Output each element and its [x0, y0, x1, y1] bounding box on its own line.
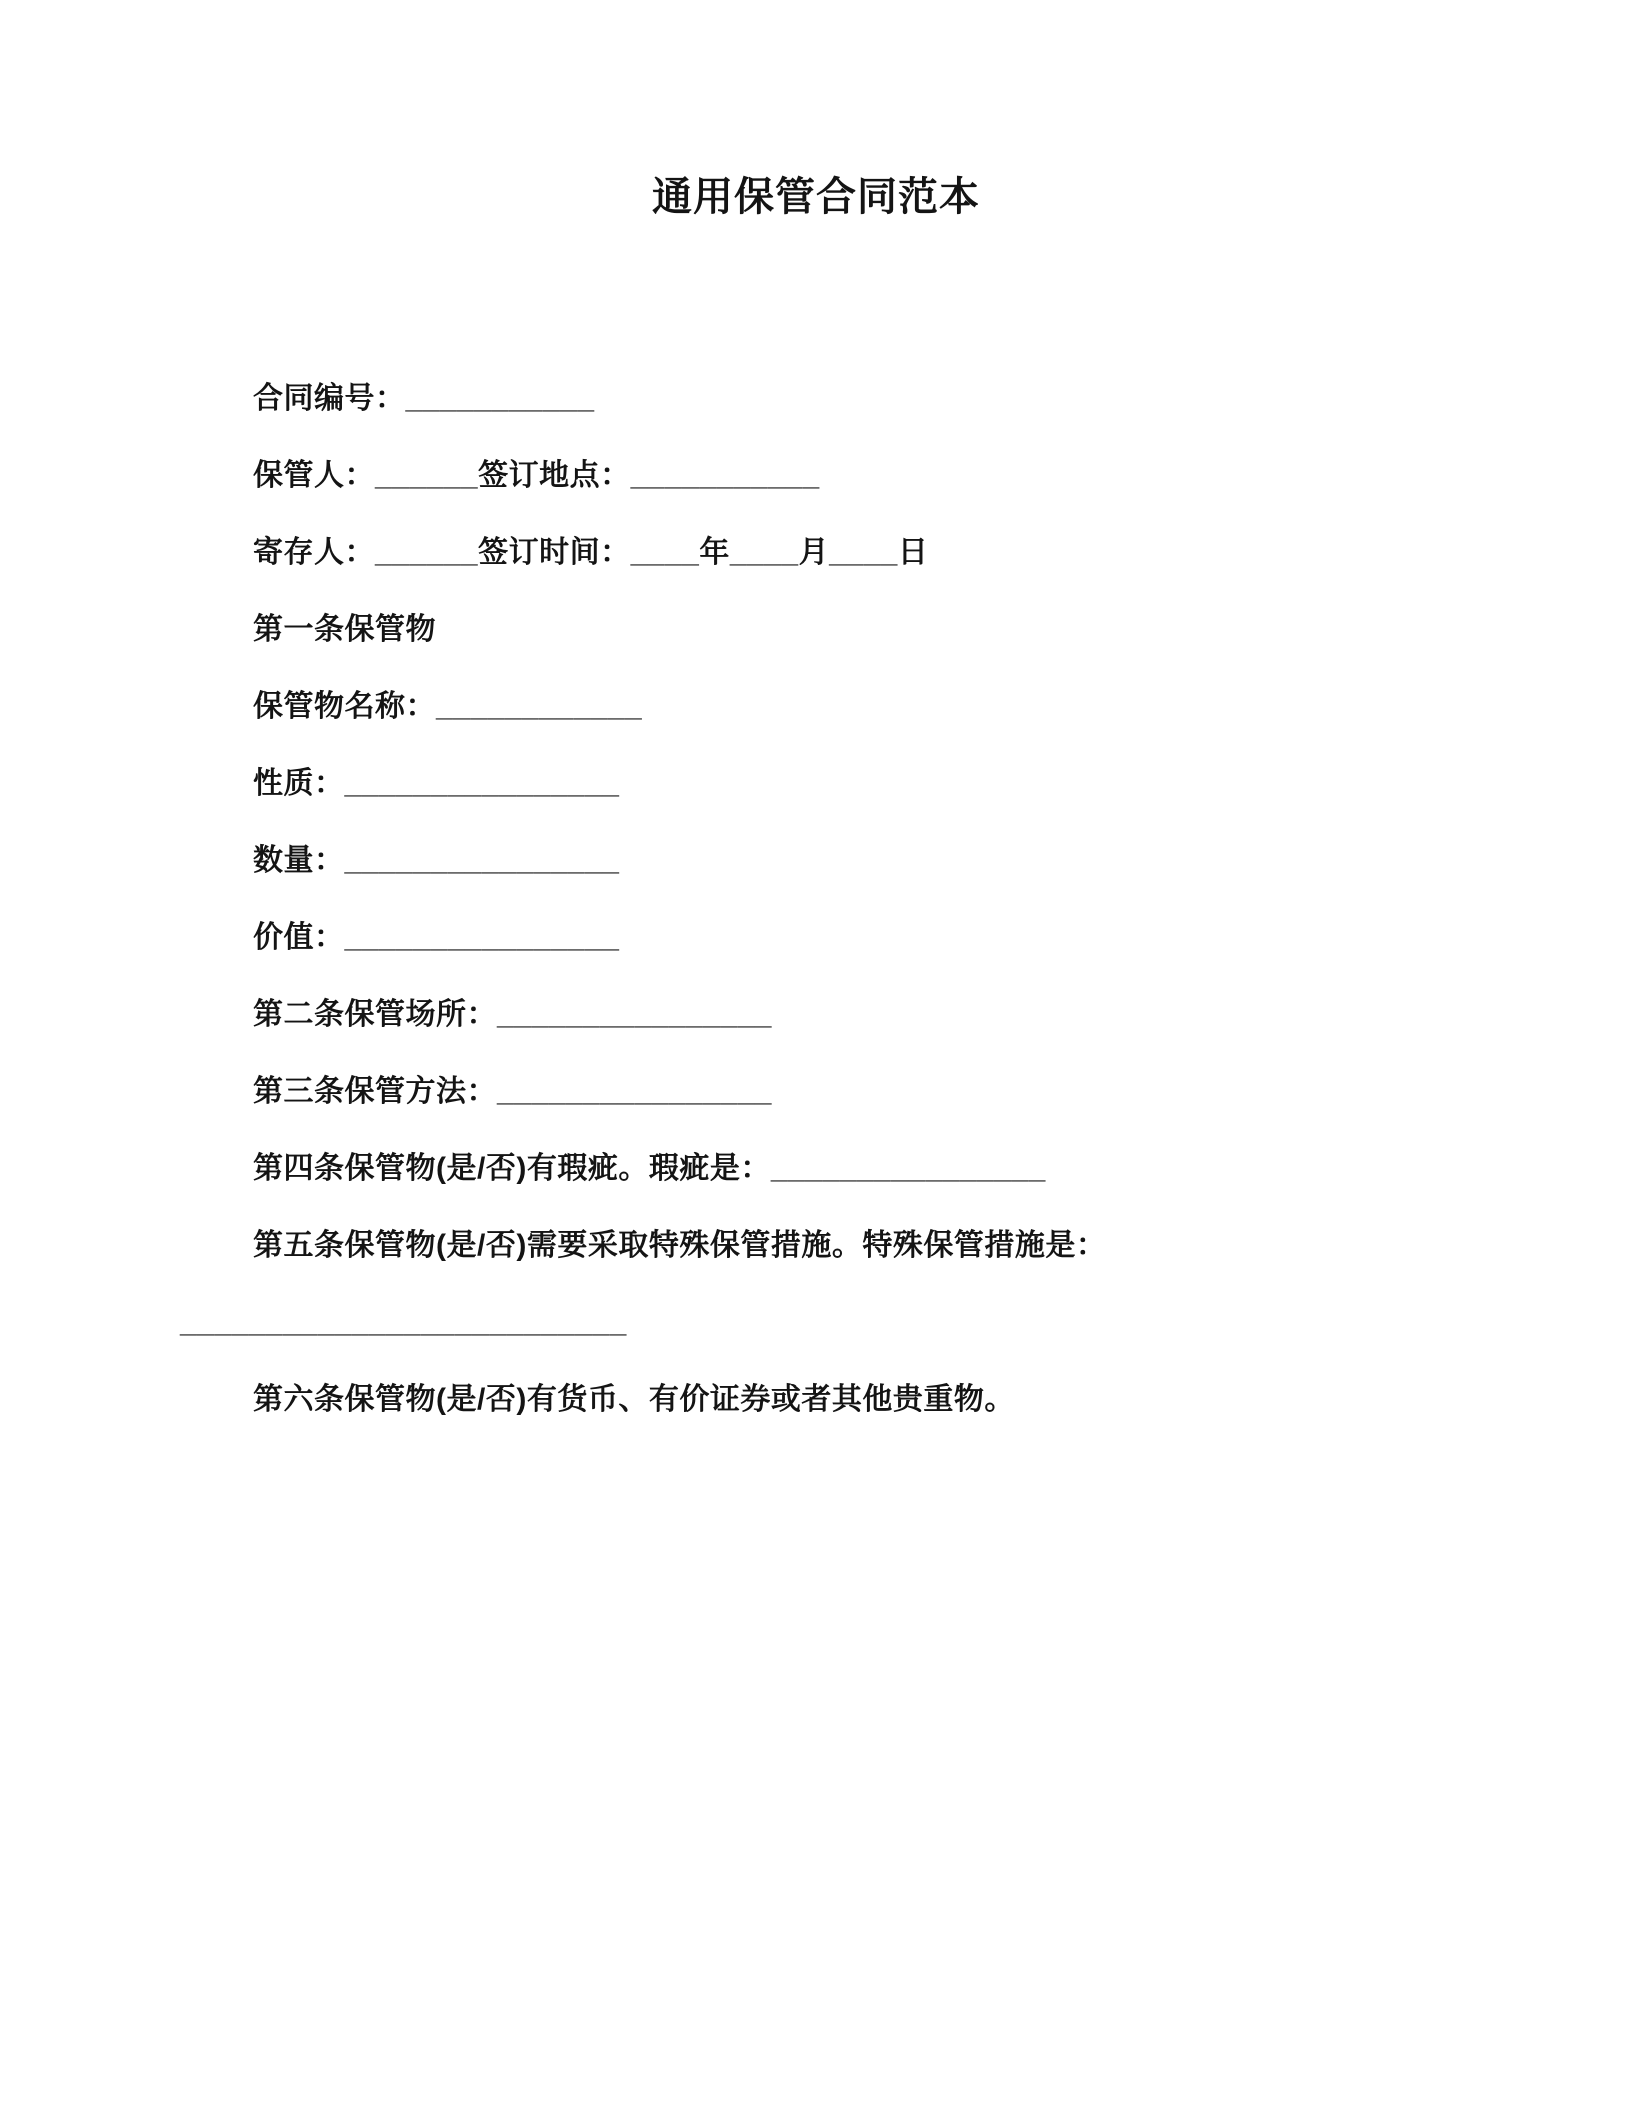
quantity-line: 数量：________________	[253, 844, 620, 877]
document-title: 通用保管合同范本	[652, 175, 980, 219]
article-5-continuation-blank-line: __________________________	[180, 1306, 627, 1339]
nature-line: 性质：________________	[253, 767, 620, 800]
article-4-defects-line: 第四条保管物(是/否)有瑕疵。瑕疵是：________________	[253, 1152, 1046, 1185]
value-line: 价值：________________	[253, 921, 620, 954]
article-3-storage-method-line: 第三条保管方法：________________	[253, 1075, 772, 1108]
article-6-valuables-line: 第六条保管物(是/否)有货币、有价证券或者其他贵重物。	[253, 1383, 1015, 1416]
depositor-signing-time-line: 寄存人：______签订时间：____年____月____日	[253, 536, 929, 569]
document-body	[180, 384, 1382, 1415]
item-name-line: 保管物名称：____________	[253, 690, 643, 723]
article-2-storage-place-line: 第二条保管场所：________________	[253, 998, 772, 1031]
contract-number-line: 合同编号：___________	[253, 382, 595, 415]
custodian-signing-place-line: 保管人：______签订地点：___________	[253, 459, 820, 492]
article-5-special-measures-line: 第五条保管物(是/否)需要采取特殊保管措施。特殊保管措施是：	[253, 1229, 1107, 1262]
article-1-heading: 第一条保管物	[253, 613, 436, 646]
